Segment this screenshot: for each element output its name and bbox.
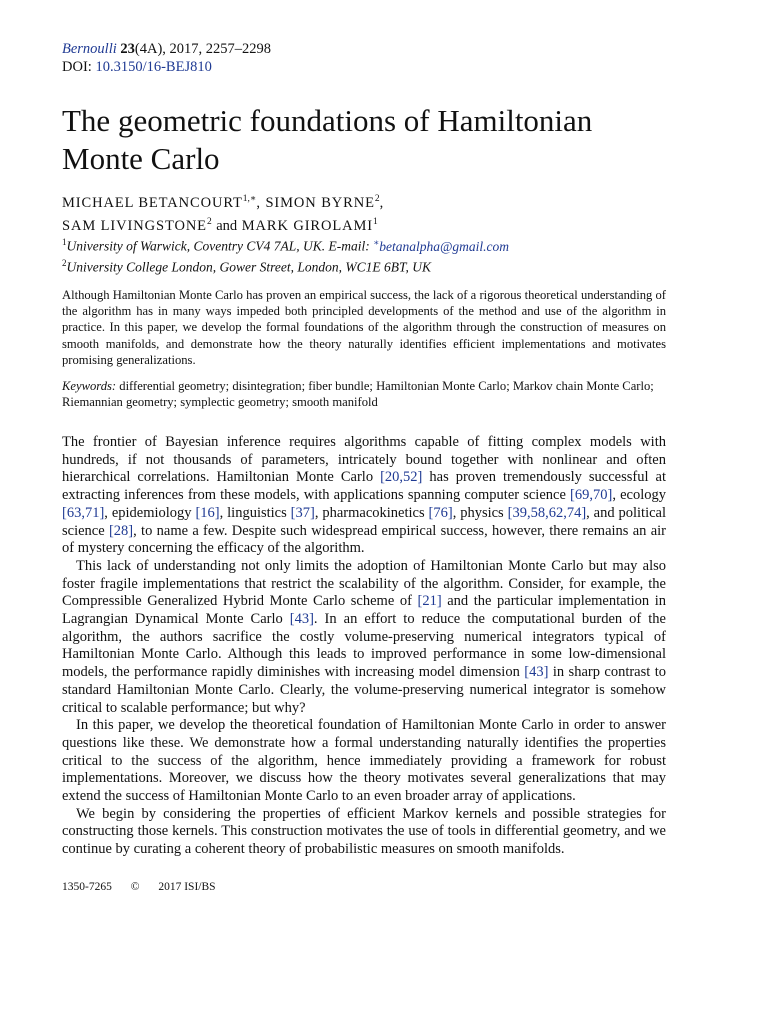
author-email-link[interactable] — [373, 239, 509, 254]
text-run: , pharmacokinetics — [314, 504, 429, 521]
doi-link[interactable]: 10.3150/16-BEJ810 — [95, 59, 212, 75]
text-run: in sharp contrast to standard Hamiltonian Monte Carlo. Clearly, the volume-preserving numerical integrator is somehow critical to scalable performance; but why? — [62, 664, 666, 716]
journal-issue: (4A), 2017, 2257–2298 — [134, 41, 272, 57]
affiliation-2 — [62, 255, 509, 276]
author-affil-mark: 1,∗ — [242, 194, 257, 204]
author-conjunction: and — [216, 217, 238, 234]
copyright-symbol: © — [130, 881, 140, 893]
citation-link[interactable]: [28] — [108, 522, 134, 539]
journal-citation — [62, 40, 271, 58]
paragraph-2 — [62, 558, 666, 717]
author-name: MARK GIROLAMI — [241, 217, 374, 234]
text-run: , and political science — [62, 504, 667, 539]
affiliation-1 — [62, 234, 509, 255]
issn: 1350-7265 — [62, 881, 112, 893]
text-run: , linguistics — [219, 504, 291, 521]
citation-link[interactable]: [16] — [195, 504, 220, 521]
keywords-label: Keywords: — [62, 379, 117, 393]
citation-link[interactable]: [43] — [524, 664, 549, 681]
citation-link[interactable]: [39,58,62,74] — [507, 504, 587, 521]
paper-title: The geometric foundations of Hamiltonian Monte Carlo — [62, 103, 593, 176]
affiliation-text: University of Warwick, Coventry CV4 7AL, UK. E-mail: — [66, 238, 370, 254]
text-run: has proven tremendously successful at extracting inferences from these models, with applications spanning computer science — [62, 469, 666, 504]
citation-link[interactable]: [69,70] — [570, 487, 613, 504]
journal-header — [62, 40, 271, 76]
citation-link[interactable]: [21] — [417, 593, 442, 610]
text-run: , ecology — [612, 487, 667, 504]
affiliation-mark: 1 — [62, 237, 67, 247]
citation-link[interactable]: [37] — [290, 504, 315, 521]
paragraph-1 — [62, 434, 666, 558]
keywords — [62, 378, 666, 410]
copyright-text: 2017 ISI/BS — [158, 881, 216, 893]
text-run: , epidemiology — [104, 504, 196, 521]
paragraph-4: We begin by considering the properties of efficient Markov kernels and possible strategies for constructing those kernels. This construction motivates the use of tools in differential geometry, and we continue by curating a coherent theory of probabilistic measures on smooth manifolds. — [62, 805, 666, 858]
body-text — [62, 434, 666, 859]
author-name: MICHAEL BETANCOURT — [62, 194, 243, 211]
text-run: This lack of understanding not only limits the adoption of Hamiltonian Monte Carlo but may also foster fragile implementations that restrict the scalability of the algorithm. Consider, for example, the Compressible Generalized Hybrid Monte Carlo scheme of — [62, 557, 666, 610]
page-footer — [62, 880, 232, 894]
author-affil-mark: 1 — [373, 216, 378, 227]
text-run: . In an effort to reduce the computational burden of the algorithm, the authors sacrifice the costly volume-preserving numerical integrators typical of Hamiltonian Monte Carlo. Although this leads to improved performance in some low-dimensional models, the performance rapidly diminishes with increasing model dimension — [62, 611, 666, 681]
text-run: and the particular implementation in Lagrangian Dynamical Monte Carlo — [62, 593, 666, 628]
affiliations — [62, 234, 509, 275]
author-affil-mark: 2 — [374, 194, 380, 204]
author-line-2 — [62, 213, 384, 236]
abstract: Although Hamiltonian Monte Carlo has proven an empirical success, the lack of a rigorous theoretical understanding of the algorithm has in many ways impeded both principled developments of the method and use of the algorithm in practice. In this paper, we develop the formal foundations of the algorithm through the construction of measures on smooth manifolds, and demonstrate how the theory naturally identifies efficient implementations and motivates promising generalizations. — [62, 288, 666, 367]
author-name: SIMON BYRNE — [265, 194, 375, 211]
paragraph-3: In this paper, we develop the theoretical foundation of Hamiltonian Monte Carlo in order to answer questions like these. We demonstrate how a formal understanding naturally identifies the properties critical to the success of the algorithm, hence immediately providing a framework for robust implementations. Moreover, we discuss how the theory motivates several generalizations that may extend the success of Hamiltonian Monte Carlo to an even broader array of applications. — [62, 717, 666, 805]
journal-name[interactable]: Bernoulli — [62, 41, 117, 57]
author-line-1: MICHAEL $BETANCOURT^{1,∗}$, SIMON BYRNE$^2$, — [62, 194, 385, 211]
text-run: The frontier of Bayesian inference requires algorithms capable of fitting complex models with hundreds, if not thousands of parameters, intricately bound together with nonlinear and often hierarchical correlations. Hamiltonian Monte Carlo — [62, 434, 666, 486]
email-mark: ∗ — [373, 237, 380, 247]
journal-volume: 23 — [120, 41, 135, 57]
email-address: betanalpha@gmail.com — [379, 238, 509, 254]
text-run: , to name a few. Despite such widespread empirical success, however, there remains an air of mystery concerning the efficacy of the algorithm. — [62, 522, 666, 557]
text-run: , physics — [452, 504, 508, 521]
citation-link[interactable]: [63,71] — [62, 504, 105, 521]
doi-line — [62, 58, 271, 76]
citation-link[interactable]: [43] — [289, 611, 314, 628]
author-list — [62, 190, 384, 236]
keywords-text: differential geometry; disintegration; fiber bundle; Hamiltonian Monte Carlo; Markov chain Monte Carlo; Riemannian geometry; symplectic geometry; smooth manifold — [62, 379, 654, 410]
author-name: SAM LIVINGSTONE — [62, 217, 207, 234]
author-affil-mark: 2 — [206, 216, 212, 227]
doi-label: DOI: — [62, 59, 92, 75]
citation-link[interactable]: [20,52] — [380, 469, 423, 486]
affiliation-mark: 2 — [62, 257, 67, 268]
citation-link[interactable]: [76] — [428, 504, 453, 521]
affiliation-text: University College London, Gower Street, London, WC1E 6BT, UK — [66, 259, 431, 274]
